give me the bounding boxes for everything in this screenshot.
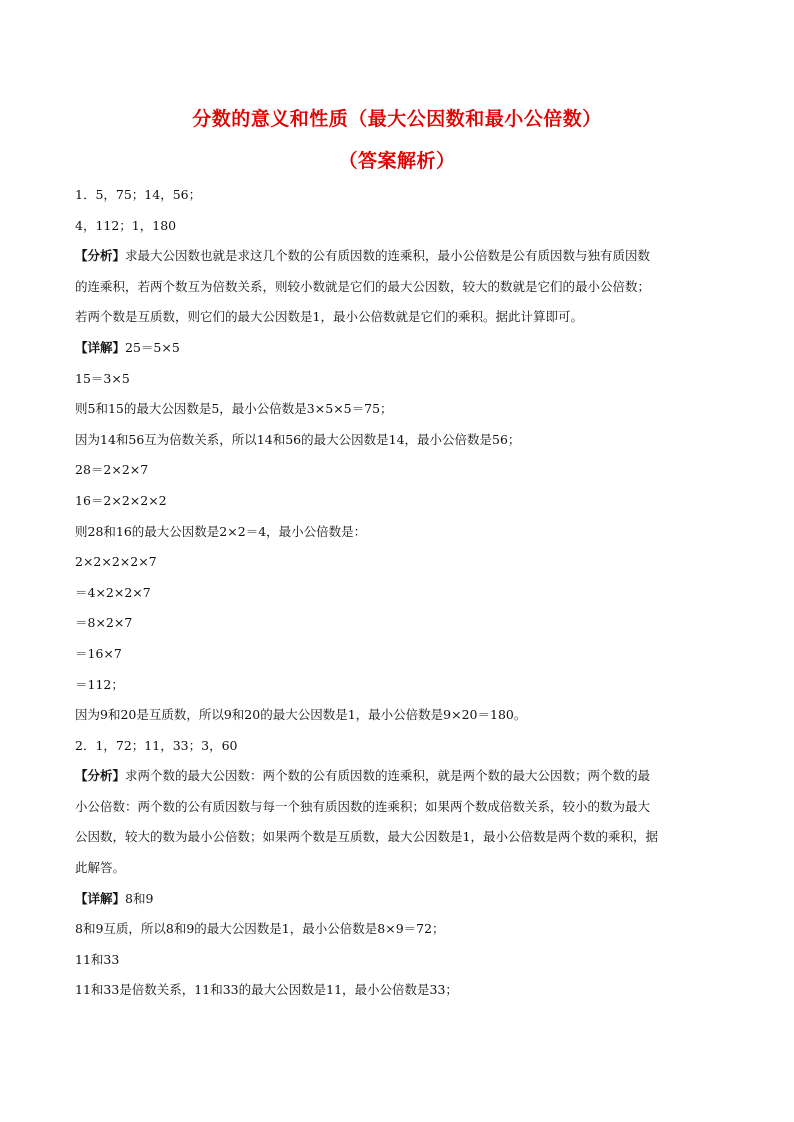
detail-1-line-10 <box>75 614 725 645</box>
detail-1-line-13 <box>75 706 725 737</box>
answer-1-line-1 <box>75 186 725 217</box>
answer-1-line-2 <box>75 217 725 248</box>
analysis-2-line-2 <box>75 798 725 829</box>
detail-1-line-12 <box>75 676 725 707</box>
analysis-1-line-1 <box>75 247 725 278</box>
line-text: 8和9互质，所以8和9的最大公因数是1，最小公倍数是8×9＝72； <box>75 921 445 937</box>
line-text: 因为9和20是互质数，所以9和20的最大公因数是1，最小公倍数是9×20＝180。 <box>75 707 527 723</box>
line-text: 若两个数是互质数，则它们的最大公因数是1，最小公倍数就是它们的乘积。据此计算即可。 <box>75 309 583 325</box>
detail-1-line-1 <box>75 339 725 370</box>
detail-tag: 【详解】 <box>75 890 126 906</box>
line-text: 25＝5×5 <box>125 339 180 355</box>
detail-1-line-8 <box>75 553 725 584</box>
line-text: 公因数，较大的数为最小公倍数；如果两个数是互质数，最大公因数是1，最小公倍数是两个数的乘积，据 <box>75 829 658 845</box>
detail-1-line-3 <box>75 400 725 431</box>
line-text: 的连乘积，若两个数互为倍数关系，则较小数就是它们的最大公因数，较大的数就是它们的最小公倍数； <box>75 278 651 294</box>
detail-1-line-4 <box>75 431 725 462</box>
line-text: 2×2×2×2×7 <box>75 554 157 570</box>
line-text: 则28和16的最大公因数是2×2＝4，最小公倍数是： <box>75 523 367 539</box>
detail-2-line-1 <box>75 890 725 921</box>
document-subtitle: （答案解析） <box>338 150 456 172</box>
line-text: ＝16×7 <box>75 645 122 661</box>
detail-tag: 【详解】 <box>75 339 126 355</box>
line-text: 4，112；1，180 <box>75 217 177 233</box>
analysis-1-line-3 <box>75 308 725 339</box>
line-text: ＝112； <box>75 676 124 692</box>
line-text: 此解答。 <box>75 860 126 876</box>
answer-content <box>75 186 725 1012</box>
analysis-1-line-2 <box>75 278 725 309</box>
line-text: 16＝2×2×2×2 <box>75 492 167 508</box>
detail-1-line-2 <box>75 370 725 401</box>
line-text: 求最大公因数也就是求这几个数的公有质因数的连乘积，最小公倍数是公有质因数与独有质因数 <box>125 248 651 264</box>
analysis-tag: 【分析】 <box>75 768 126 784</box>
detail-1-line-11 <box>75 645 725 676</box>
line-text: 15＝3×5 <box>75 370 130 386</box>
line-text: 1．5，75；14，56； <box>75 187 202 202</box>
line-text: 8和9 <box>125 890 154 906</box>
answer-2-line-1 <box>75 737 725 768</box>
analysis-tag: 【分析】 <box>75 248 126 264</box>
detail-2-line-4 <box>75 981 725 1012</box>
detail-2-line-2 <box>75 920 725 951</box>
document-title: 分数的意义和性质（最大公因数和最小公倍数） <box>192 108 602 130</box>
detail-1-line-7 <box>75 523 725 554</box>
analysis-2-line-4 <box>75 859 725 890</box>
line-text: 2．1，72；11，33；3，60 <box>75 737 238 753</box>
line-text: ＝8×2×7 <box>75 615 133 631</box>
line-text: 11和33 <box>75 951 120 967</box>
detail-2-line-3 <box>75 951 725 982</box>
line-text: 28＝2×2×7 <box>75 462 149 478</box>
analysis-2-line-3 <box>75 828 725 859</box>
analysis-2-line-1 <box>75 767 725 798</box>
line-text: 因为14和56互为倍数关系，所以14和56的最大公因数是14，最小公倍数是56； <box>75 431 521 447</box>
line-text: 小公倍数：两个数的公有质因数与每一个独有质因数的连乘积；如果两个数成倍数关系，较小的数为最大 <box>75 798 651 814</box>
line-text: 11和33是倍数关系，11和33的最大公因数是11，最小公倍数是33； <box>75 982 458 998</box>
line-text: 则5和15的最大公因数是5，最小公倍数是3×5×5＝75； <box>75 401 393 417</box>
detail-1-line-9 <box>75 584 725 615</box>
detail-1-line-5 <box>75 461 725 492</box>
detail-1-line-6 <box>75 492 725 523</box>
line-text: 求两个数的最大公因数：两个数的公有质因数的连乘积，就是两个数的最大公因数；两个数的最 <box>125 768 651 784</box>
line-text: ＝4×2×2×7 <box>75 584 151 600</box>
